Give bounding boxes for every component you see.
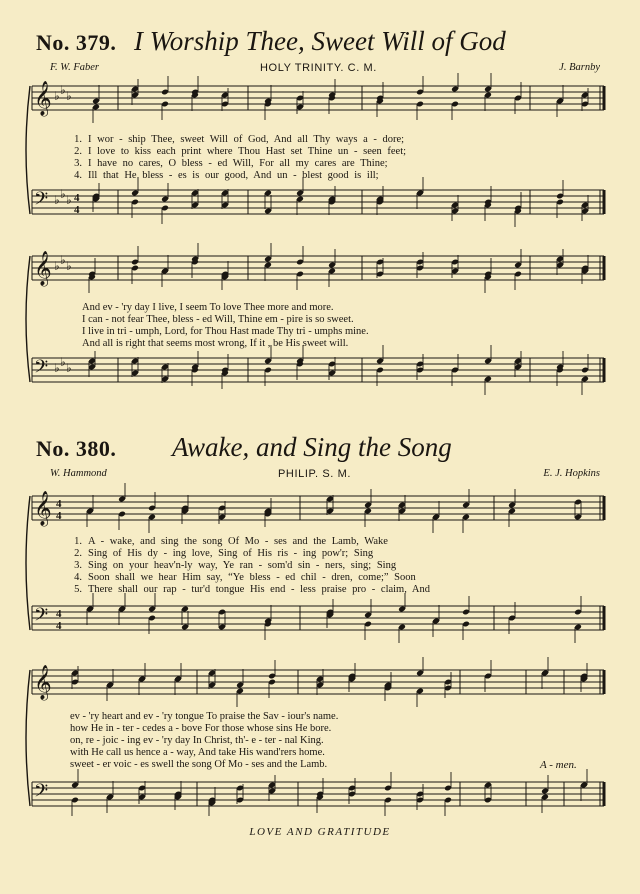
lyric-line: I live in tri - umph, Lord, for Thou Hast made Thy tri - umphs mine. — [82, 326, 369, 337]
bass-clef: 𝄢 — [34, 605, 49, 630]
lyric-line: sweet - er voic - es swell the song Of Mo - ses and the Lamb. — [70, 759, 328, 770]
lyric-line: how He in - ter - cedes a - bove For those whose sins He bore. — [70, 723, 332, 734]
verse-text: I have no cares, O bless - ed Will, For all my cares are Thine; — [88, 158, 388, 169]
tune-name: PHILIP. S. M. — [278, 468, 352, 480]
verse-text: Sing on your heav'n-ly way, Ye ran - som'd sin - ners, sing; Sing — [88, 560, 397, 571]
verse-text: Ill that He bless - es is our good, And un - blest good is ill; — [88, 170, 379, 181]
flat-sign: ♭ — [66, 89, 72, 103]
lyric-line — [60, 158, 600, 170]
verse-text: I wor - ship Thee, sweet Will of God, And all Thy ways a - dore; — [88, 134, 405, 145]
verse-number: 4. — [74, 170, 82, 181]
verse-text: Sing of His dy - ing love, Sing of His ris - ing pow'r; Sing — [88, 548, 374, 559]
bass-clef: 𝄢 — [34, 357, 49, 382]
bass-clef: 𝄢 — [34, 781, 49, 806]
flat-sign: ♭ — [54, 89, 60, 103]
verse-number: 1. — [74, 134, 82, 145]
flat-sign: ♭ — [66, 193, 72, 207]
lyric-line — [60, 536, 600, 548]
lyric-line — [60, 560, 600, 572]
flat-sign: ♭ — [60, 355, 66, 369]
lyric-line: with He call us hence a - way, And take His wand'rers home. — [70, 747, 325, 758]
composer: J. Barnby — [559, 62, 600, 73]
treble-clef: 𝄞 — [34, 665, 52, 700]
time-signature: 4 — [74, 204, 80, 216]
bass-clef: 𝄢 — [34, 189, 49, 214]
flat-sign: ♭ — [60, 253, 66, 267]
lyric-line — [60, 548, 600, 560]
lyric-line — [60, 170, 600, 182]
verse-text: There shall our rap - tur'd tongue His end - less praise pro - claim, And — [88, 584, 430, 595]
lyric-line — [60, 134, 600, 146]
hymn-title: Awake, and Sing the Song — [172, 432, 452, 462]
verse-number: 2. — [74, 548, 82, 559]
hymn-379-verses-lower — [82, 302, 622, 350]
author: F. W. Faber — [50, 62, 100, 73]
flat-sign: ♭ — [60, 187, 66, 201]
time-signature: 4 — [56, 608, 62, 620]
verse-text: I love to kiss each print where Thou Hast set Thine un - seen feet; — [88, 146, 407, 157]
lyric-line: And all is right that seems most wrong, If it , be His sweet will. — [82, 338, 349, 349]
verse-number: 3. — [74, 560, 82, 571]
amen-label: A - men. — [540, 759, 577, 771]
author: W. Hammond — [50, 468, 107, 479]
lyric-line — [60, 572, 600, 584]
hymn-379-verses-upper — [60, 134, 600, 182]
lyric-line: on, re - joic - ing ev - 'ry day In Christ, th'- e - ter - nal King. — [70, 735, 324, 746]
time-signature: 4 — [56, 620, 62, 632]
flat-sign: ♭ — [54, 259, 60, 273]
hymn-number: No. 379. — [36, 30, 117, 55]
hymn-title: I Worship Thee, Sweet Will of God — [134, 26, 506, 56]
lyric-line — [60, 146, 600, 158]
flat-sign: ♭ — [54, 193, 60, 207]
tune-name: HOLY TRINITY. C. M. — [260, 62, 377, 74]
hymn-380-header — [36, 432, 600, 470]
verse-text: A - wake, and sing the song Of Mo - ses and the Lamb, Wake — [88, 536, 388, 547]
time-signature: 4 — [56, 498, 62, 510]
verse-number: 5. — [74, 584, 82, 595]
time-signature: 4 — [74, 192, 80, 204]
verse-number: 4. — [74, 572, 82, 583]
section-footer: LOVE AND GRATITUDE — [249, 826, 391, 838]
system-brace — [26, 496, 30, 630]
hymn-380-verses-lower — [70, 711, 610, 771]
system-brace — [26, 256, 30, 382]
flat-sign: ♭ — [66, 259, 72, 273]
verse-number: 3. — [74, 158, 82, 169]
lyric-line: ev - 'ry heart and ev - 'ry tongue To praise the Sav - iour's name. — [70, 711, 339, 722]
lyric-line — [60, 584, 600, 596]
system-brace — [26, 670, 30, 806]
hymn-380-credits — [40, 468, 600, 484]
hymn-380-verses-upper — [60, 536, 600, 596]
flat-sign: ♭ — [60, 83, 66, 97]
lyric-line: And ev - 'ry day I live, I seem To love Thee more and more. — [82, 302, 334, 313]
treble-clef: 𝄞 — [34, 251, 52, 286]
flat-sign: ♭ — [66, 361, 72, 375]
verse-number: 1. — [74, 536, 82, 547]
verse-text: Soon shall we hear Him say, “Ye bless - ed chil - dren, come;” Soon — [88, 572, 416, 583]
lyric-line: I can - not fear Thee, bless - ed Will, Thine em - pire is so sweet. — [82, 314, 354, 325]
treble-clef: 𝄞 — [34, 491, 52, 526]
flat-sign: ♭ — [54, 361, 60, 375]
verse-number: 2. — [74, 146, 82, 157]
system-brace — [26, 86, 30, 214]
time-signature: 4 — [56, 510, 62, 522]
treble-clef: 𝄞 — [34, 81, 52, 116]
composer: E. J. Hopkins — [543, 468, 600, 479]
hymn-number: No. 380. — [36, 436, 117, 461]
